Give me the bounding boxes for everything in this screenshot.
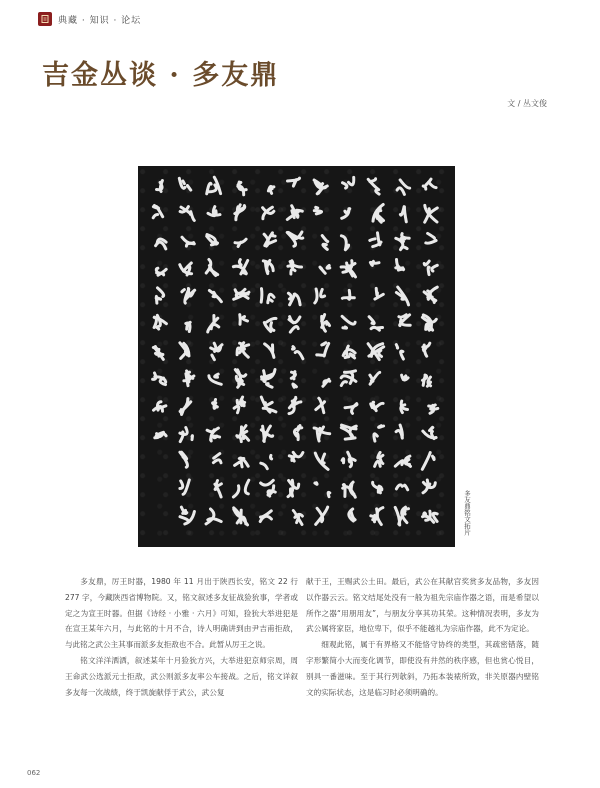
glyph-stroke: [399, 315, 406, 317]
glyph-stroke: [245, 480, 249, 494]
glyph-stroke: [400, 180, 410, 188]
glyph-stroke: [395, 461, 403, 467]
glyph-stroke: [317, 355, 324, 356]
glyph-stroke: [206, 509, 214, 524]
glyph-stroke: [270, 455, 271, 459]
glyph-stroke: [237, 436, 242, 442]
glyph-stroke: [341, 236, 346, 250]
glyph-stroke: [291, 269, 295, 274]
glyph-stroke: [342, 298, 354, 299]
glyph-stroke: [378, 233, 381, 245]
glyph-stroke: [396, 345, 397, 348]
glyph-stroke: [328, 492, 330, 496]
glyph-stroke: [423, 347, 426, 350]
glyph-stroke: [322, 343, 326, 345]
glyph-stroke: [423, 431, 436, 438]
glyph-stroke: [296, 210, 302, 212]
glyph-stroke: [320, 267, 325, 273]
body-column-right: [306, 574, 539, 700]
glyph-stroke: [429, 182, 437, 188]
glyph-stroke: [214, 454, 220, 459]
glyph-stroke: [350, 426, 356, 438]
glyph-stroke: [422, 453, 430, 470]
glyph-stroke: [342, 316, 355, 324]
glyph-stroke: [180, 517, 188, 522]
glyph-stroke: [327, 265, 330, 268]
glyph-stroke: [297, 517, 299, 523]
glyph-stroke: [261, 480, 274, 485]
glyph-stroke: [377, 328, 383, 329]
glyph-stroke: [374, 434, 377, 441]
glyph-stroke: [235, 461, 241, 465]
glyph-stroke: [376, 288, 377, 295]
glyph-stroke: [261, 289, 262, 303]
glyph-stroke: [375, 461, 381, 466]
glyph-stroke: [315, 483, 317, 485]
glyph-stroke: [396, 485, 402, 489]
glyph-stroke: [397, 188, 404, 195]
glyph-stroke: [213, 436, 217, 438]
glyph-stroke: [379, 426, 384, 428]
inscription-rubbing-image: [138, 166, 455, 547]
glyph-stroke: [379, 486, 382, 488]
glyph-stroke: [180, 481, 183, 489]
glyph-stroke: [375, 403, 384, 408]
glyph-stroke: [424, 513, 426, 514]
glyph-stroke: [295, 351, 303, 358]
glyph-stroke: [345, 371, 356, 373]
article-byline: 文 / 丛文俊: [507, 99, 547, 108]
glyph-stroke: [377, 508, 383, 525]
glyph-stroke: [293, 384, 296, 387]
glyph-stroke: [428, 233, 435, 238]
glyph-stroke: [271, 323, 274, 331]
book-seal-icon: [38, 12, 52, 26]
glyph-stroke: [293, 347, 295, 350]
page-header: [38, 10, 141, 28]
glyph-stroke: [350, 354, 355, 358]
glyph-stroke: [243, 317, 248, 321]
glyph-stroke: [424, 261, 429, 265]
glyph-stroke: [234, 406, 239, 413]
glyph-stroke: [322, 236, 328, 242]
glyph-stroke: [215, 374, 219, 377]
glyph-stroke: [433, 456, 435, 459]
glyph-stroke: [182, 409, 184, 414]
glyph-stroke: [239, 260, 241, 265]
glyph-stroke: [316, 207, 318, 208]
glyph-stroke: [401, 320, 411, 325]
glyph-stroke: [343, 183, 347, 188]
glyph-stroke: [373, 261, 379, 263]
image-caption: 多友鼎铭文拓片: [463, 490, 471, 536]
glyph-stroke: [297, 433, 299, 439]
glyph-stroke: [153, 215, 157, 218]
paragraph: 细观此铭，属于有界格又不能恪守协终的类型，其疏密错落，随字形繁简小大而变化调节，即使没有井然的秩序感，但也赏心悦目，别具一番滋味。至于其行列欹斜，乃拓本装裱所致，非关原器内壁铭文的实际状态，这是临习时必须明确的。: [306, 640, 539, 697]
glyph-stroke: [243, 435, 248, 440]
glyph-stroke: [213, 460, 221, 463]
glyph-stroke: [345, 209, 350, 213]
glyph-stroke: [401, 351, 404, 359]
glyph-stroke: [370, 375, 373, 381]
glyph-stroke: [341, 382, 346, 386]
glyph-stroke: [400, 207, 404, 215]
glyph-stroke: [431, 405, 438, 410]
glyph-stroke: [261, 463, 268, 469]
glyph-stroke: [314, 211, 321, 214]
glyph-stroke: [182, 290, 185, 292]
glyph-stroke: [404, 485, 407, 490]
glyph-stroke: [271, 235, 275, 236]
paragraph: 献于王，王赐武公土田。最后，武公在其献宫奖赏多友品物，多友因以作器云云。铭文结尾处没有一般为祖先宗庙作器之语，而是希望以所作之器“用朋用友”，与朋友分享其功其荣。这种情况表明，多友为武公属将家臣，地位卑下，似乎不能越礼为宗庙作器，此不为定论。: [306, 577, 539, 634]
glyph-stroke: [369, 317, 374, 324]
glyph-stroke: [211, 343, 216, 349]
glyph-stroke: [187, 185, 190, 190]
glyph-stroke: [320, 428, 330, 434]
glyph-stroke: [212, 355, 215, 360]
glyph-stroke: [292, 458, 294, 461]
glyph-stroke: [158, 288, 164, 297]
article-title: 吉金丛谈 · 多友鼎: [42, 60, 280, 91]
glyph-stroke: [343, 327, 347, 328]
glyph-stroke: [288, 293, 291, 299]
glyph-stroke: [403, 376, 407, 380]
glyph-stroke: [345, 357, 349, 358]
glyph-stroke: [428, 267, 429, 275]
rubbing-glyph-strokes: [138, 166, 455, 547]
glyph-stroke: [290, 327, 298, 333]
glyph-stroke: [402, 234, 409, 239]
glyph-stroke: [315, 289, 317, 303]
glyph-stroke: [153, 206, 158, 209]
glyph-stroke: [397, 260, 403, 269]
glyph-stroke: [370, 239, 375, 241]
glyph-stroke: [233, 486, 238, 497]
glyph-stroke: [426, 241, 436, 244]
glyph-stroke: [323, 244, 327, 249]
glyph-stroke: [156, 296, 157, 303]
paragraph: 铭文洋洋洒洒，叙述某年十月猃狁方兴，大举进犯京师宗周，周王命武公选派元士拒敌，武公则派多友率公车接战。之后，铭文详叙多友每一次战绩，终于凯旋献俘于武公，武公复: [65, 655, 298, 697]
page-number: 062: [27, 769, 41, 777]
glyph-stroke: [405, 460, 409, 465]
glyph-stroke: [183, 181, 184, 184]
glyph-stroke: [266, 384, 272, 388]
glyph-stroke: [342, 459, 344, 463]
glyph-stroke: [432, 265, 438, 271]
glyph-stroke: [396, 238, 403, 249]
glyph-stroke: [182, 237, 194, 243]
body-column-left: [65, 574, 298, 700]
glyph-stroke: [423, 186, 426, 189]
glyph-stroke: [321, 289, 325, 297]
glyph-stroke: [378, 452, 383, 458]
glyph-stroke: [209, 266, 215, 276]
glyph-stroke: [322, 454, 324, 463]
glyph-stroke: [211, 325, 219, 329]
glyph-stroke: [345, 405, 357, 408]
glyph-stroke: [395, 507, 400, 525]
glyph-stroke: [272, 345, 273, 352]
glyph-stroke: [215, 487, 217, 490]
glyph-stroke: [379, 351, 382, 357]
section-label: 典藏 · 知识 · 论坛: [58, 15, 142, 26]
glyph-stroke: [317, 189, 321, 194]
glyph-stroke: [349, 177, 354, 184]
paragraph: 多友鼎，厉王时器，1980 年 11 月出于陕西长安，铭文 22 行 277 字，今藏陕西省博物院。又，铭文叙述多友征战猃狁事，学者或定之为宣王时器。但据《诗经 · 小雅 · 六月》可知，猃狁大举进犯是在宣王某年六月，与此铭的十月不合，诗人明确讲到由尹吉甫拒敌，与此铭之武公主其事而派多友拒敌也不合。此暂从厉王之说。: [65, 577, 298, 650]
glyph-stroke: [371, 404, 373, 408]
